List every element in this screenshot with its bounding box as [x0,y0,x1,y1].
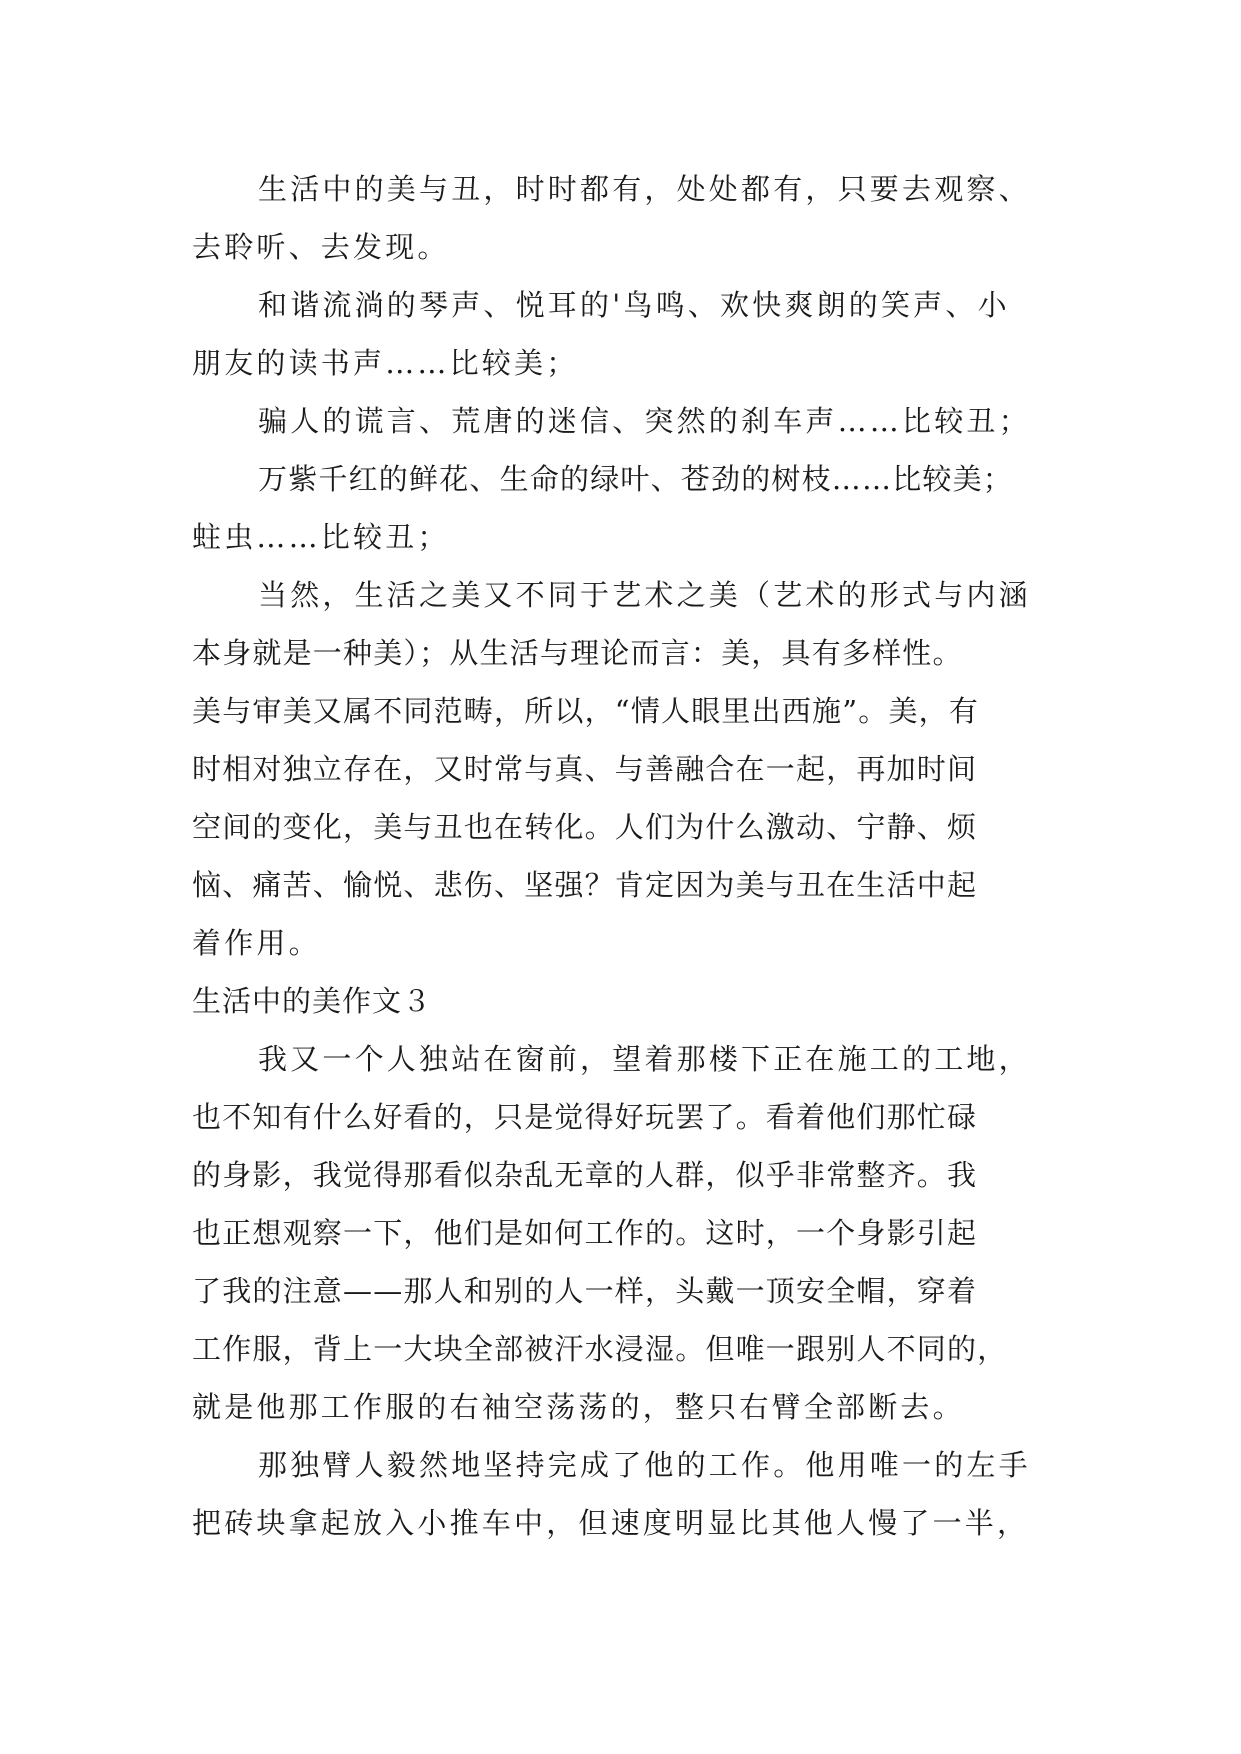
section-heading: 生活中的美作文３ [192,984,433,1018]
paragraph-line: 就是他那工作服的右袖空荡荡的，整只右臂全部断去。 [192,1390,965,1424]
paragraph-line: 我又一个人独站在窗前，望着那楼下正在施工的工地， [258,1042,1031,1076]
paragraph-line: 了我的注意——那人和别的人一样，头戴一顶安全帽，穿着 [192,1274,978,1308]
document-body [192,160,1092,1552]
paragraph-line: 把砖块拿起放入小推车中，但速度明显比其他人慢了一半， [192,1506,1030,1540]
paragraph-line: 着作用。 [192,926,321,960]
paragraph-line: 也正想观察一下，他们是如何工作的。这时，一个身影引起 [192,1216,978,1250]
paragraph-line: 美与审美又属不同范畴，所以，“情人眼里出西施”。美，有 [192,694,980,728]
paragraph-line: 和谐流淌的琴声、悦耳的'鸟鸣、欢快爽朗的笑声、小 [258,288,1010,322]
paragraph-line: 去聆听、去发现。 [192,230,450,264]
paragraph-line: 工作服，背上一大块全部被汗水浸湿。但唯一跟别人不同的， [192,1332,1008,1366]
paragraph-line: 当然，生活之美又不同于艺术之美（艺术的形式与内涵 [258,578,1031,612]
paragraph-line: 空间的变化，美与丑也在转化。人们为什么激动、宁静、烦 [192,810,978,844]
paragraph-line: 骗人的谎言、荒唐的迷信、突然的刹车声……比较丑； [258,404,1031,438]
paragraph-line: 生活中的美与丑，时时都有，处处都有，只要去观察、 [258,172,1031,206]
paragraph-line: 那独臂人毅然地坚持完成了他的工作。他用唯一的左手 [258,1448,1031,1482]
paragraph-line: 蛀虫……比较丑； [192,520,450,554]
paragraph-line: 万紫千红的鲜花、生命的绿叶、苍劲的树枝……比较美； [258,462,1014,496]
paragraph-line: 朋友的读书声……比较美； [192,346,579,380]
paragraph-line: 恼、痛苦、愉悦、悲伤、坚强？肯定因为美与丑在生活中起 [192,868,978,902]
paragraph-line: 也不知有什么好看的，只是觉得好玩罢了。看着他们那忙碌 [192,1100,978,1134]
paragraph-line: 本身就是一种美）；从生活与理论而言：美，具有多样性。 [192,636,963,670]
paragraph-line: 的身影，我觉得那看似杂乱无章的人群，似乎非常整齐。我 [192,1158,978,1192]
paragraph-line: 时相对独立存在，又时常与真、与善融合在一起，再加时间 [192,752,978,786]
